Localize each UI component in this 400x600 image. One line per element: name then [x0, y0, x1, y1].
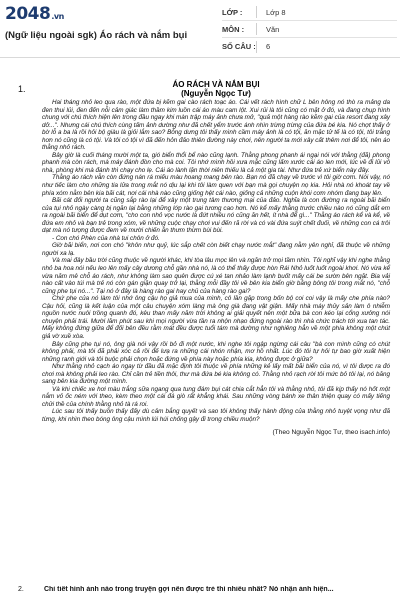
story-paragraph: Hai tháng nhỏ leo qua rào, một đứa bị kẽm gai cào rách toạc áo. Cái vết rách hình chữ L bên hông nó thò ra mảng da đen thui lủi, đen đến nỗi cảm giác làm thầm kim luồn cái áo màu cam lột. Xui rủi là tôi cũng có mặt ở đó, và đang chụp hình chung với chú thích hiện lên trong đầu ngay khi màn trập máy ảnh chưa mở, "quả một hàng rào kẽm gai của resort đang xây dở...". Nhưng cái chú thích cùng tấm ảnh dường như đã chết yểm trước ánh nhìn trừng trừng của đứa bé kia. Nó chợt thấy ở bờ lỗ a ba là rồi hỏi bộ giàu là giỏi lắm sao? Bỗng dưng tôi thấy mình cầm máy ảnh là có tội, ăn mặc tử tế là có tội, tôi trắng hơn nó cũng là có tội. Và tôi có tội vì đã đến hỏn đảo thiên đường này chơi, nên người ta mới xây cất thêm nơi để tôi, nên áo thằng nhỏ rách. [42, 99, 390, 152]
story-body [42, 99, 390, 424]
story-paragraph: Bãi cát đổi người ta cũng sắp rào lại để xây một trung tâm thương mại của đảo. Nghĩa là con đường ra ngoài bãi biển của tụi nhỏ ngày càng bị ngăn lại bằng những lớp rào gai tương cao hơn. Nó kể mấy thằng trước chiều nào nó cũng dắt em ra ngoài bãi biển để dụt cơm, "cho con nhỏ vọc nước là đứt nhiều nó cũng ăn hết, ít nhà để gì..." Thằng áo rách kể và kể, về đứa em nhỏ và bạn trẻ trong xóm, về những cuộc chạy chơi vui đến rã rời và có vài đứa suýt chết đuối, về những con cá trôi dạt mà nó tượng được đem về mười chiến ăn thưm thừm bùi bùi. [42, 197, 390, 235]
site-logo[interactable] [5, 4, 64, 24]
story-paragraph: Và khi chiếc xe hơi màu trắng sữa ngang qua tung đám bụi cát chia cắt hẳn tôi và thằng nhỏ, tôi đã kịp thấy nó hốt một nắm vỏ ốc ném với theo, kèm theo một cái đá giò rất khẳng khái. Sau những vòng bánh xe thân thiện quay có mấy tiếng chửi thề của chính thằng nhỏ tà rá roi. [42, 385, 390, 408]
story-title: ÁO RÁCH VÀ NẮM BỤI [172, 80, 260, 89]
story-paragraph: Lúc sau tôi thấy buồn thấy đấy dù cảm bắng quyết và sao tôi không thấy hành động của thằng nhỏ tuyệt vọng như đã từng, khi nhìn theo bóng ông cậu mình lúi húi chống gậy đi trong chiều muộn? [42, 408, 390, 423]
meta-value: Lớp 8 [266, 7, 286, 17]
question-number: 2. [18, 586, 24, 593]
meta-row-class [222, 4, 397, 21]
story-paragraph: Và mai đây bầu trời cũng thuộc về người khác, khi tòa lâu mọc lên và ngăn trở mọi tầm nhìn. Tôi nghĩ vậy khi nghe thằng nhỏ ba hoa nói nếu leo lên mấy cây dương chỗ gần nhà nó, là có thể thấy được hòn Rái Nhỏ luốt luốt ngoài khơi. Nó vừa kể vừa năm mê chỗ áo rách, như không làm sao quên được cú xé tan nhảo làm lạnh buốt mấy cái be sườn bên ngặt. Bia vải nào cất vào túi mà trẻ nó còn gán giặn quay trở lại, thằng mỗi đầy tôi về bên kia biển giờ bằng bông tôi trong mắt nó, "chỗ cũng phe tụi nó...". Tại nó ở đây là hàng rào gai hay chủ của hàng rào gai? [42, 257, 390, 295]
reading-passage [42, 80, 390, 436]
logo-suffix: .vn [51, 12, 64, 21]
story-paragraph: Như thằng nhỏ cạch áo ngay từ đầu đã mặc định tôi thuộc về phía những kẻ lấy mất bãi biển của nó, vì tôi được ra đó chơi mà không phải leo rào. Chỉ cần trẻ tiền thôi, thư mà đứa bé kia không có. Thằng nhỏ rạch rời tôi mức bỏ tôi lại, nó băng sang bên kia đường một mình. [42, 363, 390, 386]
meta-value: Văn [266, 24, 280, 34]
story-paragraph: - Con chó Phèn của nhà tui chôn ở đó. [52, 234, 160, 242]
question-2 [18, 586, 390, 600]
page-header [0, 0, 400, 58]
story-author: (Nguyễn Ngọc Tư) [181, 89, 251, 98]
meta-row-count [222, 38, 397, 55]
logo-text: 2048 [5, 4, 51, 24]
story-paragraph: Thằng áo rách vẫn còn đứng nán rá miếu màu hoang mang bên rào. Bạn nó đã chạy về trước vì tôi giờ cơm. Nói vậy, nó như tiếc làm cho những tia lửa trong mắt nó dịu lại khi tôi làm quen với bạn mà gọi chuyện nọ kia. Hỏi nhà nó khoát tay về phía xóm nằm bên kia bãi cát, nơi cái nhà nào cũng giống hệt cái nào, giống cả những cuộn khói cơm nhóm đang bay lên. [42, 174, 390, 197]
meta-info-table [222, 4, 397, 55]
story-paragraph: Bây giờ là cuối tháng mười một ta, gió biển thổi bể nào cũng lạnh. Thằng phong phanh ái ngại nói với thằng (đã) phong phanh mà còn rách, mà máy đánh đòn cho mà coi. Tôi nhớ mình hồi xưa mặc cũng lấm xước cái áo len mới, lúc về đi lủi vô nhà, phòng khi mà đánh thì chạy cho lẹ. Cái áo lành lặn thời niên thiếu là cả một gia tài. Như đứa trẻ xứ biển này đây. [42, 151, 390, 174]
page-title: (Ngữ liệu ngoài sgk) Áo rách và nắm bụi [5, 30, 188, 41]
story-paragraph: Bây cũng phe tụi nó, ông già nói vậy rồi bỏ đi một nước, khi nghe tôi ngập ngừng cái câu "bà con mình cũng có chút không phải, mà tôi đã phải xóc cả rồi đế lưạ ra những cái nhón nhận, mơ hồ nhất. Lúc đó tôi tự hỏi tự bao giờ xuất hiện những ranh giới và tôi buộc phải chọn hoặc đứng về phía này hoặc phía kia, không được ở giữa? [42, 340, 390, 363]
meta-row-subject [222, 21, 397, 38]
meta-value: 6 [266, 42, 271, 51]
story-source: (Theo Nguyễn Ngọc Tư, theo isach.info) [272, 428, 390, 436]
story-paragraph: Giờ bãi biển, nơi con chó "khôn như quỷ, lúc sắp chết còn biết chạy nước mắt" đang nằm yên nghỉ, đã thuộc về những người xa lạ. [42, 242, 390, 257]
meta-label: LỚP : [222, 7, 243, 17]
story-paragraph: Chứ phe của nó làm tôi nhớ ông cậu họ giả mua của mình, cô lần gặp trong bốn bộ coi coi vậy là mấy che phía nào? Cậu hỏi, cũng là kết luận của một câu chuyện xóm làng mà ông già đang vật giận. Mấy nhà máy thủy sản làm ô nhiễm nguồn nước nuôi trồng quanh đó, kêu than mấy năm trời không ai giải quyết nên một bữa bà con kéo lại cổng xưởng nói chuyện phải trái. Mười lăm phút sau khi mọi người vừa tần ra nhộn nhạo đứng ngoài rào thì nhà chức trách tới xua tan tác. Mấy không đứng giữa để đối bên đều rằm mát đều được tuổi tám mà dường như nghiêng hẳn về một phía không một chút giả vờ xuề xòa. [42, 295, 390, 340]
meta-label: MÔN : [222, 24, 245, 34]
question-text: Chỉ tiết hình ảnh nào trong truyện gợi nên được trẻ thì nhiều nhất? Nó nhận ảnh hiện... [43, 586, 334, 593]
meta-label: SỐ CÂU : [222, 42, 256, 51]
question-number: 1. [18, 84, 26, 94]
